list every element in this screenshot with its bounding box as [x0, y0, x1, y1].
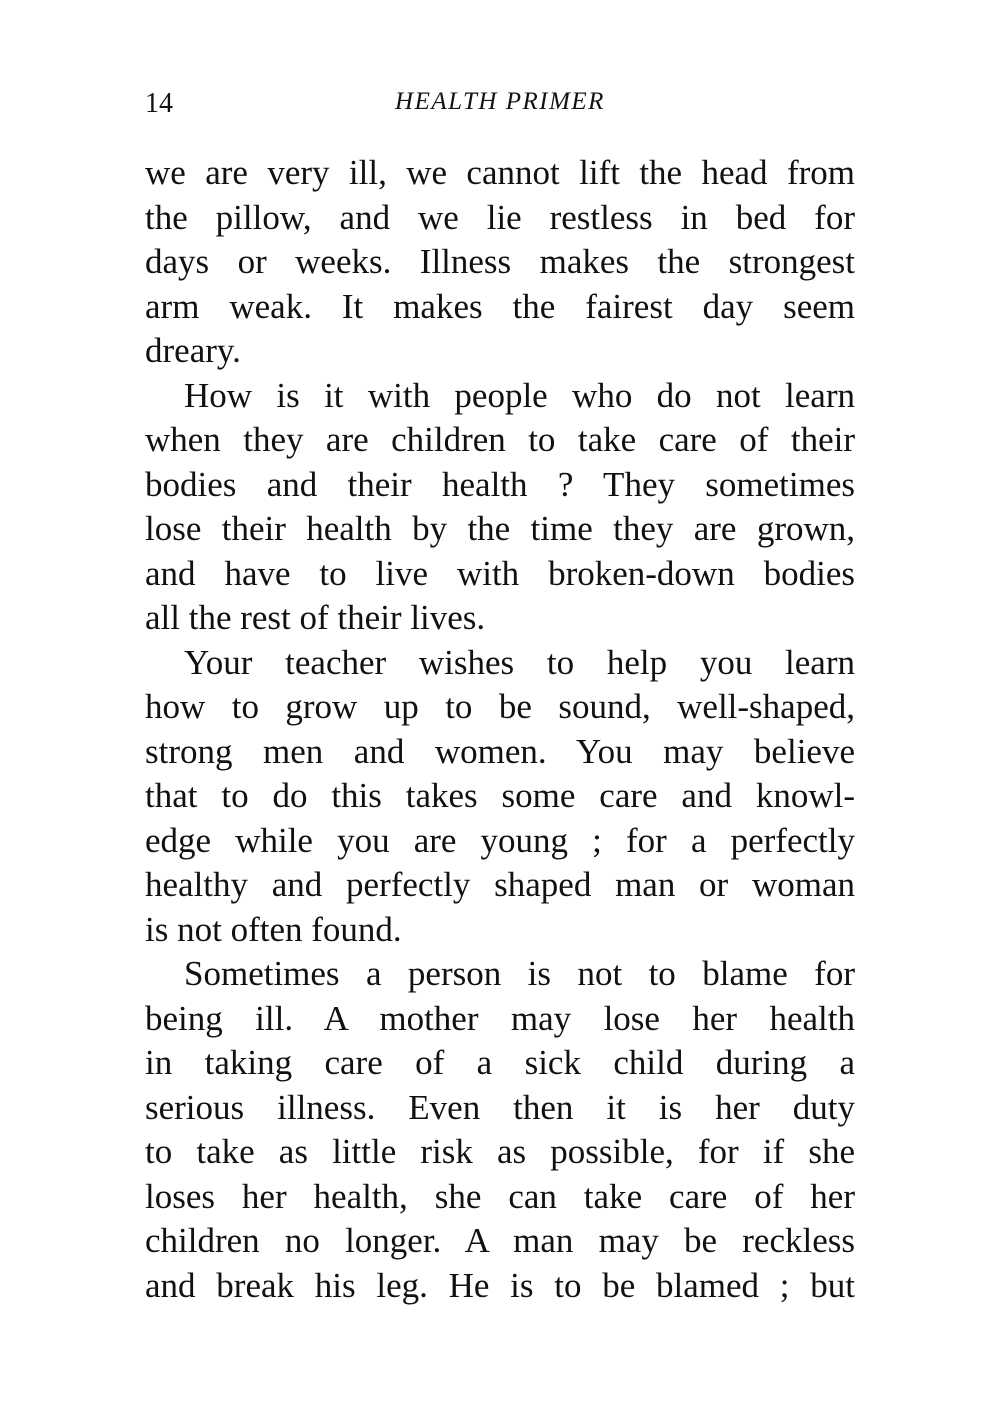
text-line: strong men and women. You may believe: [145, 731, 855, 771]
text-line: healthy and perfectly shaped man or woman: [145, 865, 855, 904]
text-line: when they are children to take care of their: [145, 420, 855, 459]
text-line: in taking care of a sick child during a: [145, 1043, 855, 1082]
text-line: we are very ill, we cannot lift the head from: [145, 153, 855, 192]
text-line: arm weak. It makes the fairest day seem: [145, 286, 855, 326]
text-line: Sometimes a person is not to blame for: [184, 954, 855, 993]
text-line: dreary.: [145, 331, 241, 370]
text-line: edge while you are young ; for a perfectly: [145, 820, 855, 860]
text-line: Your teacher wishes to help you learn: [184, 642, 855, 682]
text-line: children no longer. A man may be reckless: [145, 1221, 855, 1260]
page-number: 14: [145, 88, 173, 119]
text-line: How is it with people who do not learn: [184, 375, 855, 415]
running-title: HEALTH PRIMER: [395, 88, 605, 115]
text-line: that to do this takes some care and knowl-: [145, 776, 855, 815]
body-text: [145, 151, 855, 1308]
text-line: how to grow up to be sound, well-shaped,: [145, 687, 855, 726]
text-line: serious illness. Even then it is her duty: [145, 1087, 855, 1127]
text-line: lose their health by the time they are grown,: [145, 509, 855, 548]
text-line: loses her health, she can take care of her: [145, 1176, 855, 1216]
text-line: and have to live with broken-down bodies: [145, 553, 855, 593]
text-line: is not often found.: [145, 909, 402, 949]
text-line: bodies and their health ? They sometimes: [145, 464, 855, 504]
text-line: to take as little risk as possible, for if she: [145, 1132, 855, 1171]
text-line: days or weeks. Illness makes the strongest: [145, 242, 855, 281]
text-line: all the rest of their lives.: [145, 598, 486, 637]
text-line: and break his leg. He is to be blamed ; but: [145, 1265, 855, 1305]
text-line: the pillow, and we lie restless in bed for: [145, 197, 855, 237]
text-line: being ill. A mother may lose her health: [145, 998, 855, 1038]
